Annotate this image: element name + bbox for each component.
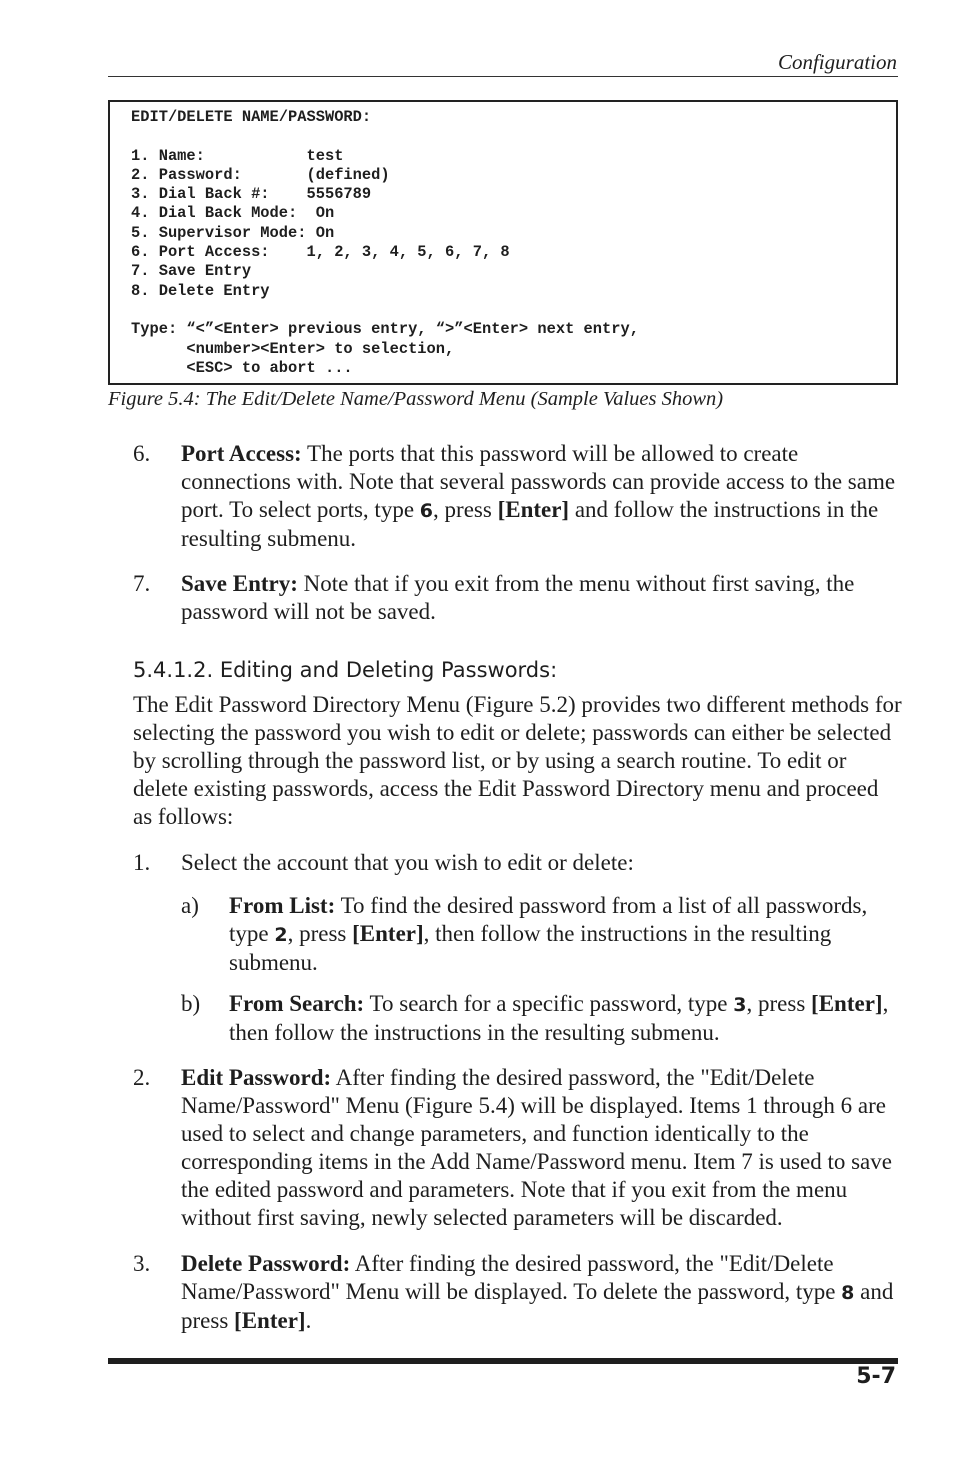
key-2: 2 <box>274 924 288 946</box>
item-text: and follow the instructions in the resulting submenu. <box>181 497 879 551</box>
figure-caption: Figure 5.4: The Edit/Delete Name/Password Menu (Sample Values Shown) <box>108 388 724 410</box>
item-text: To search for a specific password, type <box>364 991 734 1016</box>
item-text: , press <box>287 921 353 946</box>
prompt-line: <ESC> to abort ... <box>131 358 353 377</box>
key-8: 8 <box>841 1282 855 1304</box>
prompt-line: Type: “<”<Enter> previous entry, “>”<Enter> next entry, <box>131 320 639 339</box>
item-number: a) <box>181 893 199 918</box>
item-text: , then follow the instructions in the resulting submenu. <box>229 991 889 1045</box>
key-6: 6 <box>419 500 434 522</box>
item-text: , press <box>433 497 498 522</box>
item-text: , then follow the instructions in the resulting submenu. <box>229 921 832 975</box>
menu-row: 3. Dial Back #: 5556789 <box>131 185 372 204</box>
step-1a-from-list <box>181 892 901 977</box>
item-number: 3. <box>133 1251 151 1276</box>
item-term: Delete Password: <box>181 1251 351 1276</box>
list-item-port-access <box>133 440 903 553</box>
item-text: After finding the desired password, the "Edit/Delete Name/Password" Menu will be displayed. To delete the password, type <box>181 1251 842 1304</box>
header-rule <box>108 76 898 77</box>
section-intro: The Edit Password Directory Menu (Figure 5.2) provides two different methods for selecting the password you wish to edit or delete; passwords can either be selected by scrolling through the password list, or by using a search routine. To edit or delete existing passwords, access the Edit Password Directory menu and proceed as follows: <box>133 692 902 829</box>
item-text: Note that if you exit from the menu without first saving, the password will not be saved. <box>181 571 855 624</box>
menu-row: 8. Delete Entry <box>131 281 270 300</box>
terminal-text <box>131 108 639 378</box>
step-1b-from-search <box>181 990 901 1047</box>
section-heading: 5.4.1.2. Editing and Deleting Passwords: <box>133 658 558 682</box>
item-text: and press <box>181 1279 894 1333</box>
screen-title: EDIT/DELETE NAME/PASSWORD: <box>131 108 372 126</box>
enter-key: [Enter] <box>497 497 570 522</box>
list-item-save-entry <box>133 570 903 626</box>
running-head: Configuration <box>777 50 897 74</box>
step-3-delete-password <box>133 1250 903 1335</box>
prompt-line: <number><Enter> to selection, <box>131 339 455 358</box>
item-text: After finding the desired password, the "Edit/Delete Name/Password" Menu (Figure 5.4) will be displayed. Items 1 through 6 are used to select and change parameters, and function identically to the corresponding items in the Add Name/Password menu. Item 7 is used to save the edited password and parameters. Note that if you exit from the menu without first saving, newly selected parameters will be discarded. <box>181 1065 892 1230</box>
step-2-edit-password <box>133 1064 903 1232</box>
item-term: Edit Password: <box>181 1065 332 1090</box>
item-text: The ports that this password will be allowed to create connections with. Note that several passwords can provide access to the same port. To select ports, type <box>181 441 896 522</box>
menu-row: 6. Port Access: 1, 2, 3, 4, 5, 6, 7, 8 <box>131 243 510 262</box>
menu-row: 1. Name: test <box>131 146 344 165</box>
item-text: . <box>305 1308 312 1333</box>
item-number: 2. <box>133 1065 151 1090</box>
footer-rule <box>108 1358 898 1364</box>
menu-row: 2. Password: (defined) <box>131 165 390 184</box>
step-1 <box>133 849 903 877</box>
item-term: Save Entry: <box>181 571 298 596</box>
menu-row: 4. Dial Back Mode: On <box>131 204 335 223</box>
item-number: b) <box>181 991 201 1016</box>
item-text: To find the desired password from a list of all passwords, type <box>229 893 868 946</box>
item-number: 6. <box>133 441 151 466</box>
key-3: 3 <box>733 994 747 1016</box>
enter-key: [Enter] <box>811 991 883 1016</box>
page-number: 5-7 <box>856 1364 896 1389</box>
item-text: , press <box>746 991 812 1016</box>
menu-row: 5. Supervisor Mode: On <box>131 223 335 242</box>
menu-row: 7. Save Entry <box>131 262 252 281</box>
item-term: From Search: <box>229 991 365 1016</box>
item-text: Select the account that you wish to edit or delete: <box>181 850 634 875</box>
item-number: 7. <box>133 571 151 596</box>
item-number: 1. <box>133 850 151 875</box>
enter-key: [Enter] <box>352 921 424 946</box>
enter-key: [Enter] <box>234 1308 306 1333</box>
terminal-screen-figure <box>108 100 898 385</box>
item-term: From List: <box>229 893 336 918</box>
item-term: Port Access: <box>181 441 302 466</box>
